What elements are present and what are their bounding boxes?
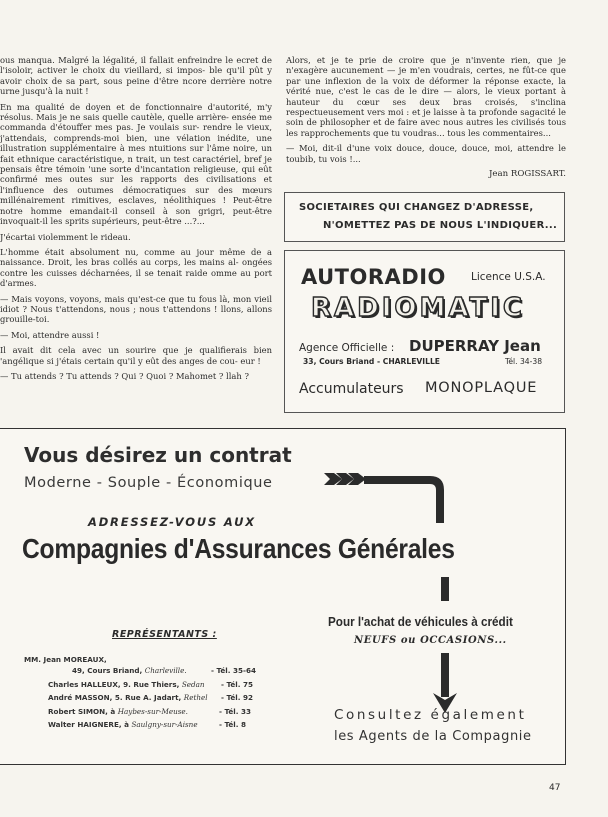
radiomatic-logo: RADIOMATIC: [311, 293, 525, 323]
insurance-headline: Vous désirez un contrat: [24, 443, 292, 467]
representative-tel: - Tél. 35-64: [211, 666, 256, 675]
arrow-right-icon: [320, 465, 455, 525]
representative-row: Robert SIMON, à Haybes-sur-Meuse.: [48, 707, 188, 716]
paragraph: Alors, et je te prie de croire que je n'invente rien, que je n'exagère aucunement — je m'en voudrais, certes, ne fût-ce que par une inflexion de la voix de déformer la réponse exacte, la vérité nue, c'est le cas de le dire — alors, le vieux portant à hauteur du cœur ses deux bras croisés, s'inclina respectueusement vers moi : et je laisse à ta profonde sagacité le soin de philosopher et de faire avec nous autres les civilisés tous les rapprochements que tu voudras... tous les commentaires...: [286, 55, 566, 138]
representative-row: Walter HAIGNERE, à Saulgny-sur-Aisne: [48, 720, 198, 729]
consult-line-2: les Agents de la Compagnie: [334, 729, 532, 744]
vertical-bar-icon: [437, 577, 453, 607]
paragraph: — Moi, dit-il d'une voix douce, douce, douce, moi, attendre le toubib, tu vois !...: [286, 143, 566, 164]
licence-label: Licence U.S.A.: [471, 271, 546, 283]
vehicle-sub-line: NEUFS ou OCCASIONS...: [354, 635, 507, 646]
paragraph: — Mais voyons, voyons, mais qu'est-ce que tu fous là, mon vieil idiot ? Nous t'attendons, nous ; nous t'attendons ! llons, allons grouille-toi.: [0, 293, 272, 325]
article-right-column: [286, 55, 566, 184]
notice-line-2: N'OMETTEZ PAS DE NOUS L'INDIQUER...: [323, 220, 558, 231]
paragraph: — Tu attends ? Tu attends ? Qui ? Quoi ? Mahomet ? llah ?: [0, 370, 249, 381]
paragraph: Il avait dit cela avec un sourire que je qualifierais bien 'angélique si j'étais certain qu'il y eût des anges de cou- eur !: [0, 345, 272, 366]
agent-name: DUPERRAY Jean: [409, 337, 541, 355]
representative-tel: - Tél. 75: [221, 680, 254, 689]
representative-tel: - Tél. 92: [221, 693, 254, 702]
paragraph: — Moi, attendre aussi !: [0, 329, 100, 340]
paragraph: J'écartai violemment le rideau.: [0, 231, 131, 242]
representative-row: 49, Cours Briand, Charleville.: [72, 666, 187, 675]
accumulators-label: Accumulateurs: [299, 381, 404, 397]
paragraph: En ma qualité de doyen et de fonctionnaire d'autorité, m'y résolus. Mais je ne sais quelle cautèle, quelle arrière- ensée me commanda d'étouffer mes pas. Je voulais sur- rendre le vieux, j'attendais, comprends-moi bien, une vélation inédite, une illustration supplémentaire à mes ntuitions sur l'âme noire, un fait ethnique caractéristique, n trait, un test caractériel, bref je pensais être témoin 'une sorte d'incantation religieuse, qui eût confirmé mes outes sur les rapports des civilisations et l'influence des outumes démocratiques sur des mœurs millénairement rimitives, esclaves, néolithiques ! Peut-être notre homme emandait-il conseil à son grigri, peut-être invoquait-il les sprits supérieurs, peut-être ...?...: [0, 101, 272, 227]
paragraph: L'homme était absolument nu, comme au jour même de a naissance. Droit, les bras collés au corps, les mains al- ongées contre les cuisses décharnées, il se tenait raide omme au port d'armes.: [0, 246, 272, 289]
consult-line-1: Consultez également: [334, 707, 527, 723]
address-to-label: ADRESSEZ-VOUS AUX: [88, 515, 256, 529]
representative-row: André MASSON, 5. Rue A. Jadart, Rethel: [48, 693, 208, 702]
page-number: 47: [549, 783, 561, 793]
representative-row: MM. Jean MOREAUX,: [24, 655, 107, 664]
monoplaque-brand: MONOPLAQUE: [425, 380, 538, 396]
representative-tel: - Tél. 33: [219, 707, 252, 716]
address-change-notice: [284, 192, 565, 242]
contract-qualities: Moderne - Souple - Économique: [24, 475, 273, 491]
company-name: Compagnies d'Assurances Générales: [22, 533, 455, 564]
vehicle-credit-line: Pour l'achat de véhicules à crédit: [328, 614, 513, 629]
agent-address: 33, Cours Briand - CHARLEVILLE: [303, 357, 440, 366]
paragraph: ous manqua. Malgré la légalité, il fallait enfreindre le ecret de l'isoloir, activer le choix du vieillard, si impos- ble qu'il pût y avoir choix de sa part, sous peine d'être ncore derrière notre urne jusqu'à la nuit !: [0, 55, 272, 97]
representatives-title: REPRÉSENTANTS :: [112, 629, 217, 640]
article-left-column: [0, 55, 272, 386]
autoradio-advertisement: [284, 250, 565, 413]
agency-label: Agence Officielle :: [299, 342, 395, 354]
autoradio-brand: AUTORADIO: [301, 265, 446, 289]
agent-telephone: Tél. 34-38: [505, 357, 543, 366]
representative-tel: - Tél. 8: [219, 720, 247, 729]
insurance-advertisement: [0, 428, 566, 765]
notice-line-1: SOCIETAIRES QUI CHANGEZ D'ADRESSE,: [299, 202, 534, 213]
author-signature: Jean ROGISSART.: [488, 169, 566, 180]
representative-row: Charles HALLEUX, 9. Rue Thiers, Sedan: [48, 680, 205, 689]
